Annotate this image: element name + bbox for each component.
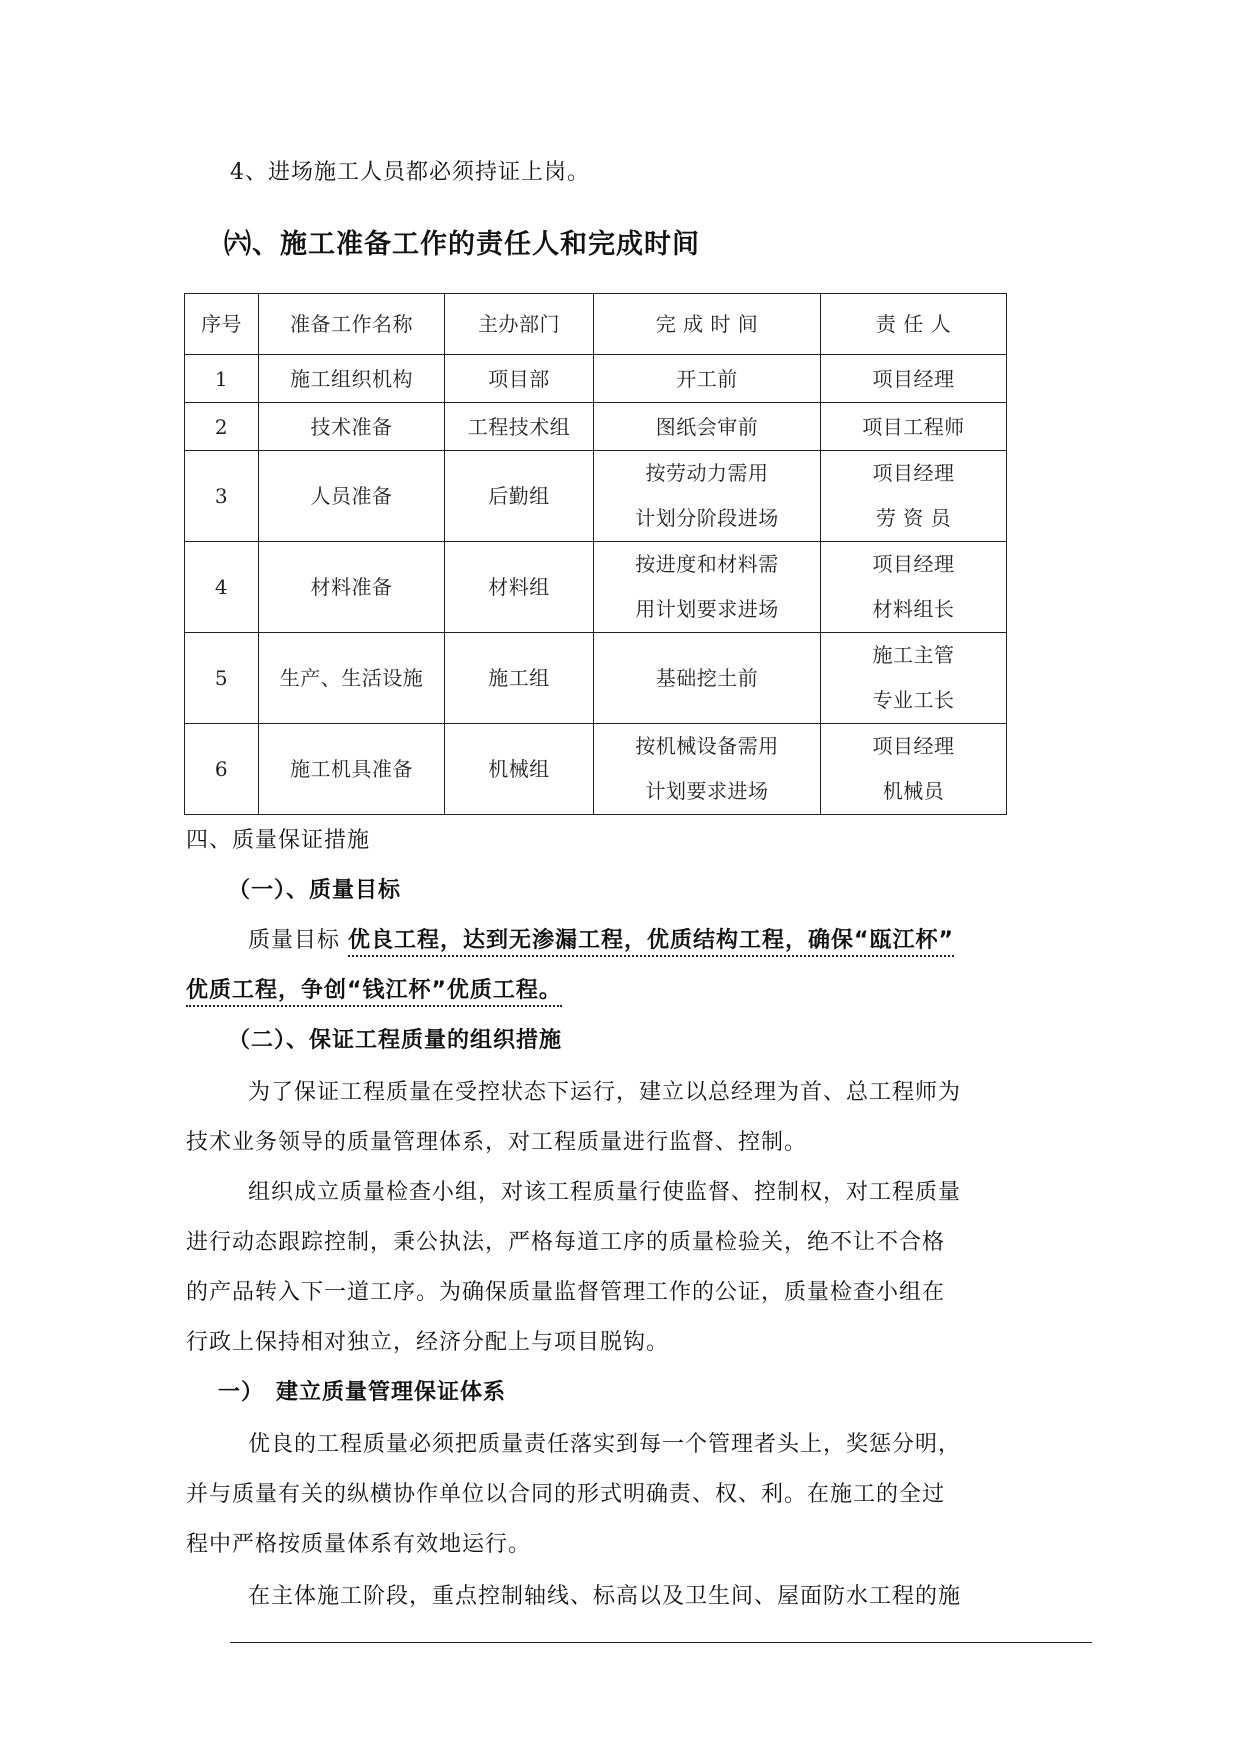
completion-time: 图纸会审前 [594, 403, 821, 451]
responsible-person-line: 材料组长 [872, 597, 955, 621]
quality-goal-line-1 [248, 926, 954, 956]
department: 工程技术组 [445, 403, 594, 451]
completion-time: 基础挖土前 [594, 633, 821, 724]
responsible-person-line: 施工主管 [872, 643, 955, 667]
paragraph-line: 在主体施工阶段，重点控制轴线、标高以及卫生间、屋面防水工程的施 [248, 1584, 962, 1609]
row-number: 5 [185, 633, 259, 724]
row-number: 3 [185, 451, 259, 542]
responsible-person-line: 专业工长 [872, 688, 955, 712]
paragraph-line: 进行动态跟踪控制，秉公执法，严格每道工序的质量检验关，绝不让不合格 [186, 1230, 946, 1255]
paragraph-line: 行政上保持相对独立，经济分配上与项目脱钩。 [186, 1330, 670, 1355]
quality-goal-text: 优质工程，争创“钱江杯”优质工程。 [186, 978, 562, 1007]
row-number: 2 [185, 403, 259, 451]
responsible-person-line: 项目经理 [872, 552, 955, 576]
work-name: 生产、生活设施 [259, 633, 445, 724]
work-name: 施工组织机构 [259, 355, 445, 403]
header-cell: 准备工作名称 [259, 294, 445, 355]
table-row [185, 355, 1007, 403]
table-row [185, 451, 1007, 542]
subsection-2-title: （二）、保证工程质量的组织措施 [228, 1028, 563, 1053]
work-name: 人员准备 [259, 451, 445, 542]
header-cell: 完 成 时 间 [594, 294, 821, 355]
section-4-title: 四、质量保证措施 [186, 828, 371, 853]
responsible-person [821, 724, 1007, 815]
department: 机械组 [445, 724, 594, 815]
responsible-person [821, 542, 1007, 633]
department: 施工组 [445, 633, 594, 724]
item-4-text: 4、进场施工人员都必须持证上岗。 [230, 160, 590, 185]
responsible-person-line: 项目经理 [872, 734, 955, 758]
paragraph-line: 并与质量有关的纵横协作单位以合同的形式明确责、权、利。在施工的全过 [186, 1482, 946, 1507]
header-cell: 序号 [185, 294, 259, 355]
row-number: 6 [185, 724, 259, 815]
quality-goal-line-2 [186, 976, 562, 1006]
responsible-person [821, 633, 1007, 724]
responsible-person: 项目经理 [821, 355, 1007, 403]
department: 后勤组 [445, 451, 594, 542]
paragraph-line: 为了保证工程质量在受控状态下运行，建立以总经理为首、总工程师为 [248, 1080, 962, 1105]
work-name: 技术准备 [259, 403, 445, 451]
table-row [185, 724, 1007, 815]
table-row [185, 403, 1007, 451]
row-number: 4 [185, 542, 259, 633]
section-6-title: ㈥、施工准备工作的责任人和完成时间 [224, 229, 700, 260]
footer-divider [230, 1642, 1092, 1643]
completion-time-line: 按劳动力需用 [645, 461, 769, 485]
completion-time-line: 计划要求进场 [645, 779, 769, 803]
paragraph-line: 优良的工程质量必须把质量责任落实到每一个管理者头上，奖惩分明， [248, 1432, 962, 1457]
completion-time-line: 计划分阶段进场 [635, 506, 779, 530]
responsible-person [821, 451, 1007, 542]
department: 材料组 [445, 542, 594, 633]
row-number: 1 [185, 355, 259, 403]
table-row [185, 542, 1007, 633]
header-cell: 责 任 人 [821, 294, 1007, 355]
quality-goal-text: 优良工程，达到无渗漏工程，优质结构工程，确保“瓯江杯” [348, 928, 954, 957]
responsible-person: 项目工程师 [821, 403, 1007, 451]
completion-time: 开工前 [594, 355, 821, 403]
responsible-person-line: 项目经理 [872, 461, 955, 485]
completion-time-line: 按进度和材料需 [635, 552, 779, 576]
paragraph-line: 组织成立质量检查小组，对该工程质量行使监督、控制权，对工程质量 [248, 1180, 962, 1205]
responsible-person-line: 劳 资 员 [875, 506, 952, 530]
completion-time [594, 451, 821, 542]
subsection-3-title: 一） 建立质量管理保证体系 [218, 1380, 507, 1405]
completion-time [594, 724, 821, 815]
completion-time-line: 用计划要求进场 [635, 597, 779, 621]
department: 项目部 [445, 355, 594, 403]
completion-time-line: 按机械设备需用 [635, 734, 779, 758]
paragraph-line: 程中严格按质量体系有效地运行。 [186, 1532, 532, 1557]
work-name: 施工机具准备 [259, 724, 445, 815]
responsible-person-line: 机械员 [882, 779, 945, 803]
table-row [185, 633, 1007, 724]
paragraph-line: 的产品转入下一道工序。为确保质量监督管理工作的公证，质量检查小组在 [186, 1280, 946, 1305]
table-header-row [185, 294, 1007, 355]
paragraph-line: 技术业务领导的质量管理体系，对工程质量进行监督、控制。 [186, 1130, 808, 1155]
completion-time [594, 542, 821, 633]
work-name: 材料准备 [259, 542, 445, 633]
quality-goal-label: 质量目标 [248, 928, 348, 953]
subsection-1-title: （一）、质量目标 [228, 878, 402, 903]
prep-work-table [184, 293, 1007, 815]
header-cell: 主办部门 [445, 294, 594, 355]
